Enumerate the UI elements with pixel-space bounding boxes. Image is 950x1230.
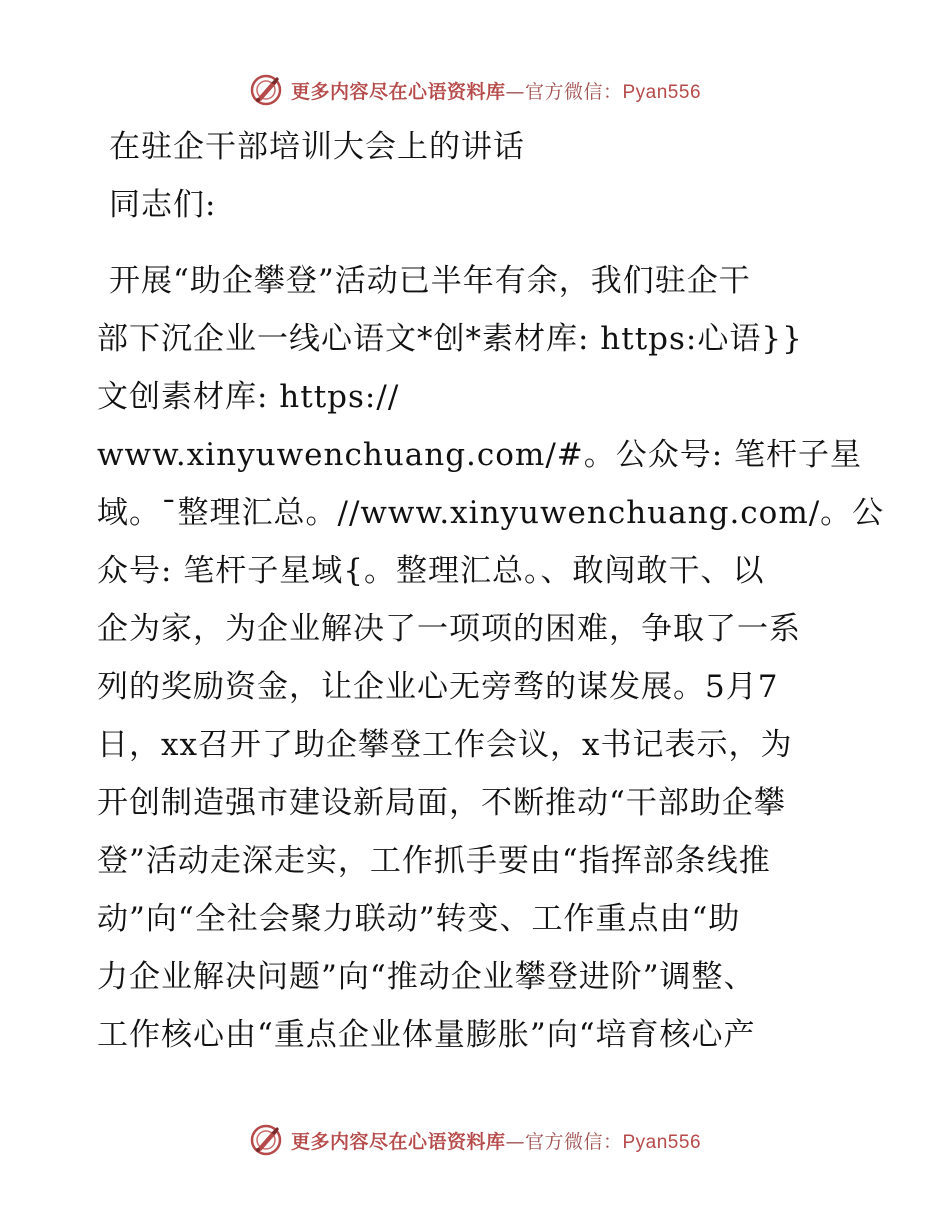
banner-text	[291, 77, 701, 104]
document-body	[97, 122, 885, 1064]
banner-separator: —	[505, 1130, 525, 1153]
text-line: 登”活动走深走实，工作抓手要由“指挥部条线推	[97, 843, 771, 879]
text-line: 工作核心由“重点企业体量膨胀”向“培育核心产	[97, 1017, 756, 1053]
text-line: 众号: 笔杆子星域{。整理汇总。、敢闯敢干、以	[97, 553, 765, 589]
footer-banner	[0, 1120, 950, 1160]
banner-wechat-id: Pyan556	[622, 81, 702, 103]
banner-official-label: 官方微信：	[524, 80, 623, 103]
text-line: 部下沉企业一线心语文*创*素材库: https:心语}}	[97, 321, 803, 357]
banner-wechat-id: Pyan556	[622, 1131, 702, 1153]
banner-brand: 更多内容尽在心语资料库	[290, 1130, 506, 1153]
banner-official-label: 官方微信：	[524, 1130, 623, 1153]
text-line: www.xinyuwenchuang.com/#。公众号: 笔杆子星	[97, 437, 863, 473]
text-line: 列的奖励资金，让企业心无旁骛的谋发展。5月7	[97, 669, 779, 705]
text-line: 文创素材库: https://	[97, 379, 400, 415]
banner-text	[291, 1127, 701, 1154]
text-line: 动”向“全社会聚力联动”转变、工作重点由“助	[97, 901, 741, 937]
text-line: 开展“助企攀登”活动已半年有余，我们驻企干	[109, 263, 751, 299]
brush-logo-icon	[249, 73, 283, 107]
text-line: 日，xx召开了助企攀登工作会议，x书记表示，为	[97, 727, 793, 763]
text-line: 开创制造强市建设新局面，不断推动“干部助企攀	[97, 785, 786, 821]
header-banner	[0, 70, 950, 110]
document-title: 在驻企干部培训大会上的讲话	[109, 129, 525, 165]
text-line: 企为家，为企业解决了一项项的困难，争取了一系	[97, 611, 801, 647]
salutation: 同志们:	[109, 187, 217, 223]
banner-brand: 更多内容尽在心语资料库	[290, 80, 506, 103]
body-paragraph	[97, 252, 885, 1064]
text-line: 域。¯整理汇总。//www.xinyuwenchuang.com/。公	[97, 495, 885, 531]
brush-logo-icon	[249, 1123, 283, 1157]
banner-separator: —	[505, 80, 525, 103]
text-line: 力企业解决问题”向“推动企业攀登进阶”调整、	[97, 959, 756, 995]
